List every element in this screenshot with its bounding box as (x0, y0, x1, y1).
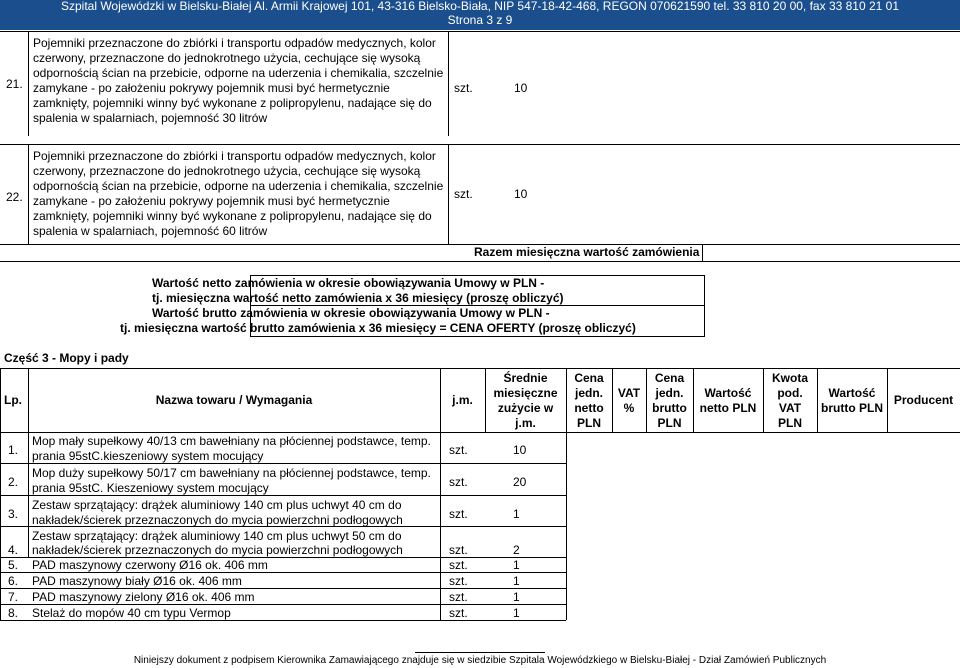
quantity: 1 (513, 590, 520, 604)
row-number: 2. (8, 475, 19, 489)
col-value-netto: Wartość netto PLN (699, 386, 757, 415)
col-unit: j.m. (452, 393, 473, 407)
item-name: PAD maszynowy czerwony Ø16 ok. 406 mm (32, 558, 268, 572)
table-row (0, 144, 960, 245)
quantity: 10 (513, 443, 527, 457)
item-name: PAD maszynowy zielony Ø16 ok. 406 mm (32, 590, 255, 604)
col-unit-price-netto: Cena jedn. netto PLN (574, 371, 604, 430)
item-name: Zestaw sprzątający: drążek aluminiowy 140 cm plus uchwyt 50 cm do (32, 529, 402, 543)
item-name: PAD maszynowy biały Ø16 ok. 406 mm (32, 574, 242, 588)
row-number: 3. (8, 507, 19, 521)
item-name-cont: prania 95stC.kieszeniowy system mocujący (32, 449, 264, 463)
row-number: 1. (8, 443, 19, 457)
page-number: Strona 3 z 9 (447, 13, 513, 27)
hospital-info: Szpital Wojewódzki w Bielsku-Białej Al. Armii Krajowej 101, 43-316 Bielsko-Biała, NIP 547-18-42-468, REGON 070621590 tel. 33 810 20 00, fax 33 810 21 01 (60, 0, 900, 13)
col-lp: Lp. (4, 393, 22, 407)
col-avg-usage: Średnie miesięczne zużycie w j.m. (493, 371, 558, 430)
page-footer: Niniejszy dokument z podpisem Kierownika Zamawiającego znajduje się w siedzibie Szpitala Wojewódzkiego w Bielsku-Białej - Dział Zamówień Publicznych (133, 655, 827, 666)
col-vat-amount: Kwota pod. VAT PLN (772, 371, 808, 430)
col-name: Nazwa towaru / Wymagania (155, 393, 313, 407)
unit: szt. (449, 574, 468, 588)
item-name-cont: prania 95stC. Kieszeniowy system mocujący (32, 481, 269, 495)
footer-rule (415, 652, 545, 653)
item-name: Stelaż do mopów 40 cm typu Vermop (32, 606, 231, 620)
quantity: 1 (513, 606, 520, 620)
unit: szt. (454, 187, 473, 201)
row-number: 5. (8, 558, 19, 572)
quantity: 10 (514, 187, 528, 201)
row-number: 4. (8, 543, 19, 557)
col-vat: VAT % (617, 386, 641, 415)
unit: szt. (454, 81, 473, 95)
monthly-total-label: Razem miesięczna wartość zamówienia (474, 245, 700, 259)
col-value-brutto: Wartość brutto PLN (821, 386, 883, 415)
part3-table (0, 368, 960, 636)
item-description: Pojemniki przeznaczone do zbiórki i transportu odpadów medycznych, kolor czerwony, przeznaczone do jednokrotnego użycia, cechujące się wysoką odpornością ścian na przebicie, odporne na uderzenia i chemikalia, szczelnie zamykane - po założeniu pokrywy pojemnik musi być hermetycznie zamknięty, pojemniki winny być wykonane z polipropylenu, nadające się do spalenia w spalarniach, pojemność 30 litrów (33, 36, 444, 125)
row-number: 7. (8, 590, 19, 604)
table-row (0, 31, 960, 136)
unit: szt. (449, 543, 468, 557)
quantity: 1 (513, 558, 520, 572)
item-name-cont: nakładek/ścierek przeznaczonych do mycia powierzchni podłogowych (32, 513, 403, 527)
item-name: Mop mały supełkowy 40/13 cm bawełniany na płóciennej podstawce, temp. (32, 434, 431, 448)
row-number: 22. (6, 190, 23, 204)
section-title: Część 3 - Mopy i pady (4, 351, 129, 365)
quantity: 1 (513, 574, 520, 588)
row-number: 6. (8, 574, 19, 588)
unit: szt. (449, 475, 468, 489)
row-number: 21. (6, 77, 23, 91)
quantity: 2 (513, 543, 520, 557)
item-description: Pojemniki przeznaczone do zbiórki i transportu odpadów medycznych, kolor czerwony, przeznaczone do jednokrotnego użycia, cechujące się wysoką odpornością ścian na przebicie, odporne na uderzenia i chemikalia, szczelnie zamykane - po założeniu pokrywy pojemnik musi być hermetycznie zamknięty, pojemniki winny być wykonane z polipropylenu, nadające się do spalenia w spalarniach, pojemność 60 litrów (33, 149, 444, 238)
row-number: 8. (8, 606, 19, 620)
quantity: 1 (513, 507, 520, 521)
col-producer: Producent (893, 393, 954, 407)
brutto-total-label: Wartość brutto zamówienia w okresie obowiązywania Umowy w PLN - (152, 306, 550, 320)
item-name-cont: nakładek/ścierek przeznaczonych do mycia powierzchni podłogowych (32, 543, 403, 557)
unit: szt. (449, 507, 468, 521)
unit: szt. (449, 606, 468, 620)
unit: szt. (449, 443, 468, 457)
item-name: Mop duży supełkowy 50/17 cm bawełniany na płóciennej podstawce, temp. (32, 466, 431, 480)
brutto-total-formula: tj. miesięczna wartość brutto zamówienia x 36 miesięcy = CENA OFERTY (proszę obliczyć) (120, 321, 636, 335)
page-header (0, 0, 960, 30)
item-name: Zestaw sprzątający: drążek aluminiowy 140 cm plus uchwyt 40 cm do (32, 498, 402, 512)
netto-total-formula: tj. miesięczna wartość netto zamówienia x 36 miesięcy (proszę obliczyć) (152, 291, 564, 305)
quantity: 20 (513, 475, 527, 489)
unit: szt. (449, 558, 468, 572)
quantity: 10 (514, 81, 528, 95)
unit: szt. (449, 590, 468, 604)
col-unit-price-brutto: Cena jedn. brutto PLN (652, 371, 687, 430)
netto-total-label: Wartość netto zamówienia w okresie obowiązywania Umowy w PLN - (152, 276, 545, 290)
